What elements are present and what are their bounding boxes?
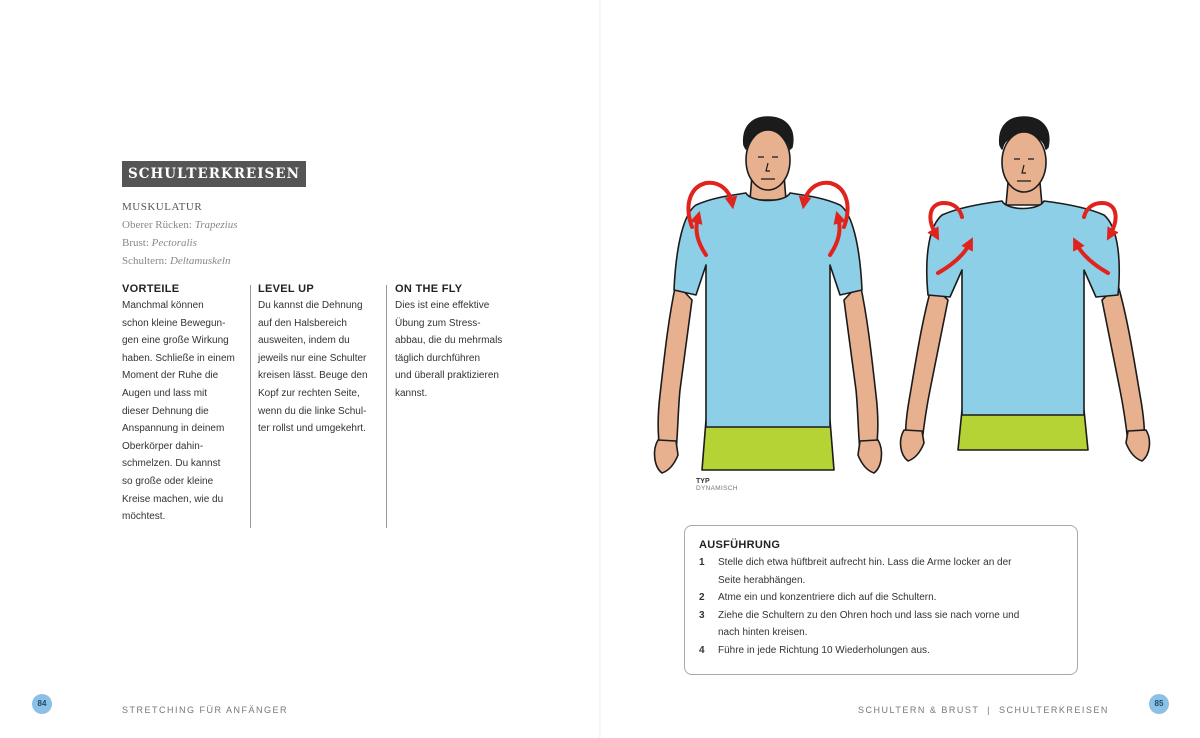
muscle-item: Oberer Rücken: Trapezius <box>122 219 238 231</box>
type-value: DYNAMISCH <box>696 485 738 492</box>
figure-shoulders-back <box>901 117 1150 461</box>
right-hand <box>1126 430 1149 461</box>
type-info <box>696 478 738 492</box>
face <box>746 130 790 190</box>
page-number-left: 84 <box>32 694 52 714</box>
instructions-box <box>684 525 1078 675</box>
left-hand <box>655 440 678 473</box>
instruction-step <box>699 642 1063 660</box>
page-fold <box>599 0 601 738</box>
right-arm <box>844 283 878 452</box>
shirt <box>674 193 862 427</box>
step-text: Stelle dich etwa hüftbreit aufrecht hin. Lass die Arme locker an der Seite herabhängen. <box>718 557 1012 586</box>
level-up-column <box>258 283 383 438</box>
type-label: TYP <box>696 478 710 485</box>
figure-shoulders-raised <box>655 117 882 473</box>
left-arm <box>658 283 692 452</box>
step-text: Ziehe die Schultern zu den Ohren hoch und lass sie nach vorne und nach hinten kreisen. <box>718 609 1020 638</box>
column-heading: ON THE FLY <box>395 283 463 295</box>
column-heading: LEVEL UP <box>258 283 314 295</box>
muscle-item: Brust: Pectoralis <box>122 237 197 249</box>
shirt <box>927 201 1119 415</box>
right-hand <box>858 440 881 473</box>
instruction-step <box>699 589 1063 607</box>
column-divider <box>250 285 251 528</box>
column-text: Du kannst die Dehnung auf den Halsbereich ausweiten, indem du jeweils nur eine Schulter kreisen lässt. Beuge den Kopf zur rechten Seite, wenn du die linke Schul- ter rollst und umgekehrt. <box>258 300 368 435</box>
footer-book-title: STRETCHING FÜR ANFÄNGER <box>122 705 289 715</box>
step-number: 1 <box>699 557 705 568</box>
step-text: Führe in jede Richtung 10 Wiederholungen aus. <box>718 644 930 656</box>
muscles-section <box>122 198 238 270</box>
muscles-heading: MUSKULATUR <box>122 201 203 213</box>
benefits-column <box>122 283 244 526</box>
muscle-item: Schultern: Deltamuskeln <box>122 255 231 267</box>
exercise-title: SCHULTERKREISEN <box>122 161 306 187</box>
footer-chapter-title: SCHULTERN & BRUST | SCHULTERKREISEN <box>858 705 1109 715</box>
right-arm <box>1102 285 1144 442</box>
on-the-fly-column <box>395 283 520 403</box>
instruction-step <box>699 607 1063 642</box>
left-hand <box>901 430 924 461</box>
column-text: Manchmal können schon kleine Bewegun- gen eine große Wirkung haben. Schließe in einem Moment der Ruhe die Augen und lass mit dieser Dehnung die Anspannung in deinem Oberkörper dahin- schmelzen. Du kannst so große oder kleine Kreise machen, wie du möchtest. <box>122 300 235 523</box>
instruction-step <box>699 554 1063 589</box>
column-divider <box>386 285 387 528</box>
exercise-illustration <box>640 105 1160 490</box>
step-number: 2 <box>699 592 705 603</box>
shorts <box>958 410 1088 450</box>
instructions-title: AUSFÜHRUNG <box>699 539 781 551</box>
left-arm <box>906 285 948 442</box>
face <box>1002 132 1046 192</box>
column-text: Dies ist eine effektive Übung zum Stress- abbau, die du mehrmals täglich durchführen und überall praktizieren kannst. <box>395 300 503 399</box>
page-number-right: 85 <box>1149 694 1169 714</box>
step-text: Atme ein und konzentriere dich auf die Schultern. <box>718 592 937 603</box>
step-number: 3 <box>699 609 705 621</box>
column-heading: VORTEILE <box>122 283 180 295</box>
step-number: 4 <box>699 644 705 656</box>
